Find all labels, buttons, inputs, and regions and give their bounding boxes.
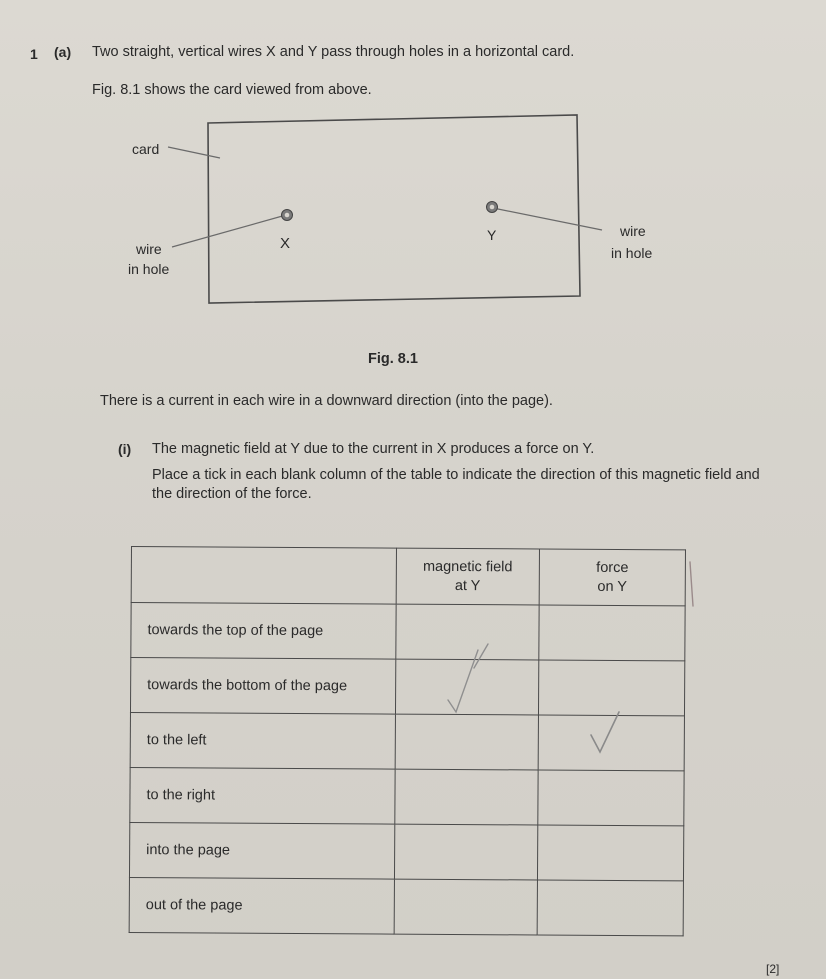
field-answer-cell[interactable] (394, 879, 537, 935)
table-header-row (131, 547, 685, 606)
field-answer-cell[interactable] (394, 824, 537, 880)
row-label: to the right (130, 767, 395, 824)
table-row (129, 877, 683, 935)
header-magnetic-field (396, 548, 539, 605)
header-force (539, 549, 685, 606)
header-blank-cell (131, 547, 396, 605)
card-leader-line (168, 147, 220, 158)
current-statement: There is a current in each wire in a downward direction (into the page). (100, 393, 553, 409)
label-wire-right-line2: in hole (611, 245, 653, 261)
sub-question-statement: The magnetic field at Y due to the current in X produces a force on Y. (152, 441, 595, 457)
force-answer-cell[interactable] (538, 770, 684, 826)
field-answer-cell[interactable] (395, 714, 538, 770)
question-number: 1 (30, 46, 38, 62)
wire-y-hole (487, 202, 498, 213)
header-force-line1: force (596, 559, 629, 576)
row-label: towards the bottom of the page (130, 658, 395, 715)
force-answer-cell[interactable] (538, 660, 684, 716)
question-intro: Two straight, vertical wires X and Y pass through holes in a horizontal card. (92, 44, 575, 60)
sub-question-number: (i) (118, 441, 132, 457)
header-field-line2: at Y (454, 577, 481, 594)
force-answer-cell[interactable] (537, 825, 683, 881)
row-label: to the left (130, 712, 395, 769)
card-diagram (0, 0, 826, 360)
table-row (131, 603, 685, 661)
label-card: card (132, 141, 160, 157)
wire-left-leader-line (172, 215, 286, 247)
table-row (129, 822, 683, 880)
field-answer-cell[interactable] (395, 769, 538, 825)
row-label: towards the top of the page (131, 603, 396, 660)
answer-table (129, 546, 686, 936)
row-label: out of the page (129, 877, 394, 934)
label-x: X (280, 235, 291, 252)
label-wire-left-line1: wire (136, 241, 162, 257)
row-label: into the page (129, 822, 394, 879)
field-answer-cell[interactable] (395, 659, 538, 715)
table-row (130, 767, 684, 825)
force-answer-cell[interactable] (537, 880, 683, 936)
header-force-line2: on Y (597, 578, 628, 595)
force-answer-cell[interactable] (538, 715, 684, 771)
force-answer-cell[interactable] (539, 605, 685, 661)
field-answer-cell[interactable] (396, 604, 539, 660)
header-field-line1: magnetic field (422, 558, 513, 575)
wire-right-leader-line (493, 208, 602, 230)
label-y: Y (487, 227, 497, 243)
table-row (130, 712, 684, 770)
table-row (130, 658, 684, 716)
figure-reference: Fig. 8.1 shows the card viewed from above. (92, 82, 372, 98)
wire-x-hole (282, 210, 293, 221)
figure-caption: Fig. 8.1 (368, 351, 418, 367)
marks-allocation: [2] (766, 962, 780, 976)
margin-pencil-stroke (690, 562, 693, 606)
sub-question-instruction: Place a tick in each blank column of the table to indicate the direction of this magnetic field and the direction of the force. (152, 467, 760, 502)
card-outline (208, 115, 580, 303)
label-wire-right-line1: wire (620, 223, 646, 239)
label-wire-left-line2: in hole (128, 261, 170, 277)
question-part: (a) (54, 44, 72, 60)
